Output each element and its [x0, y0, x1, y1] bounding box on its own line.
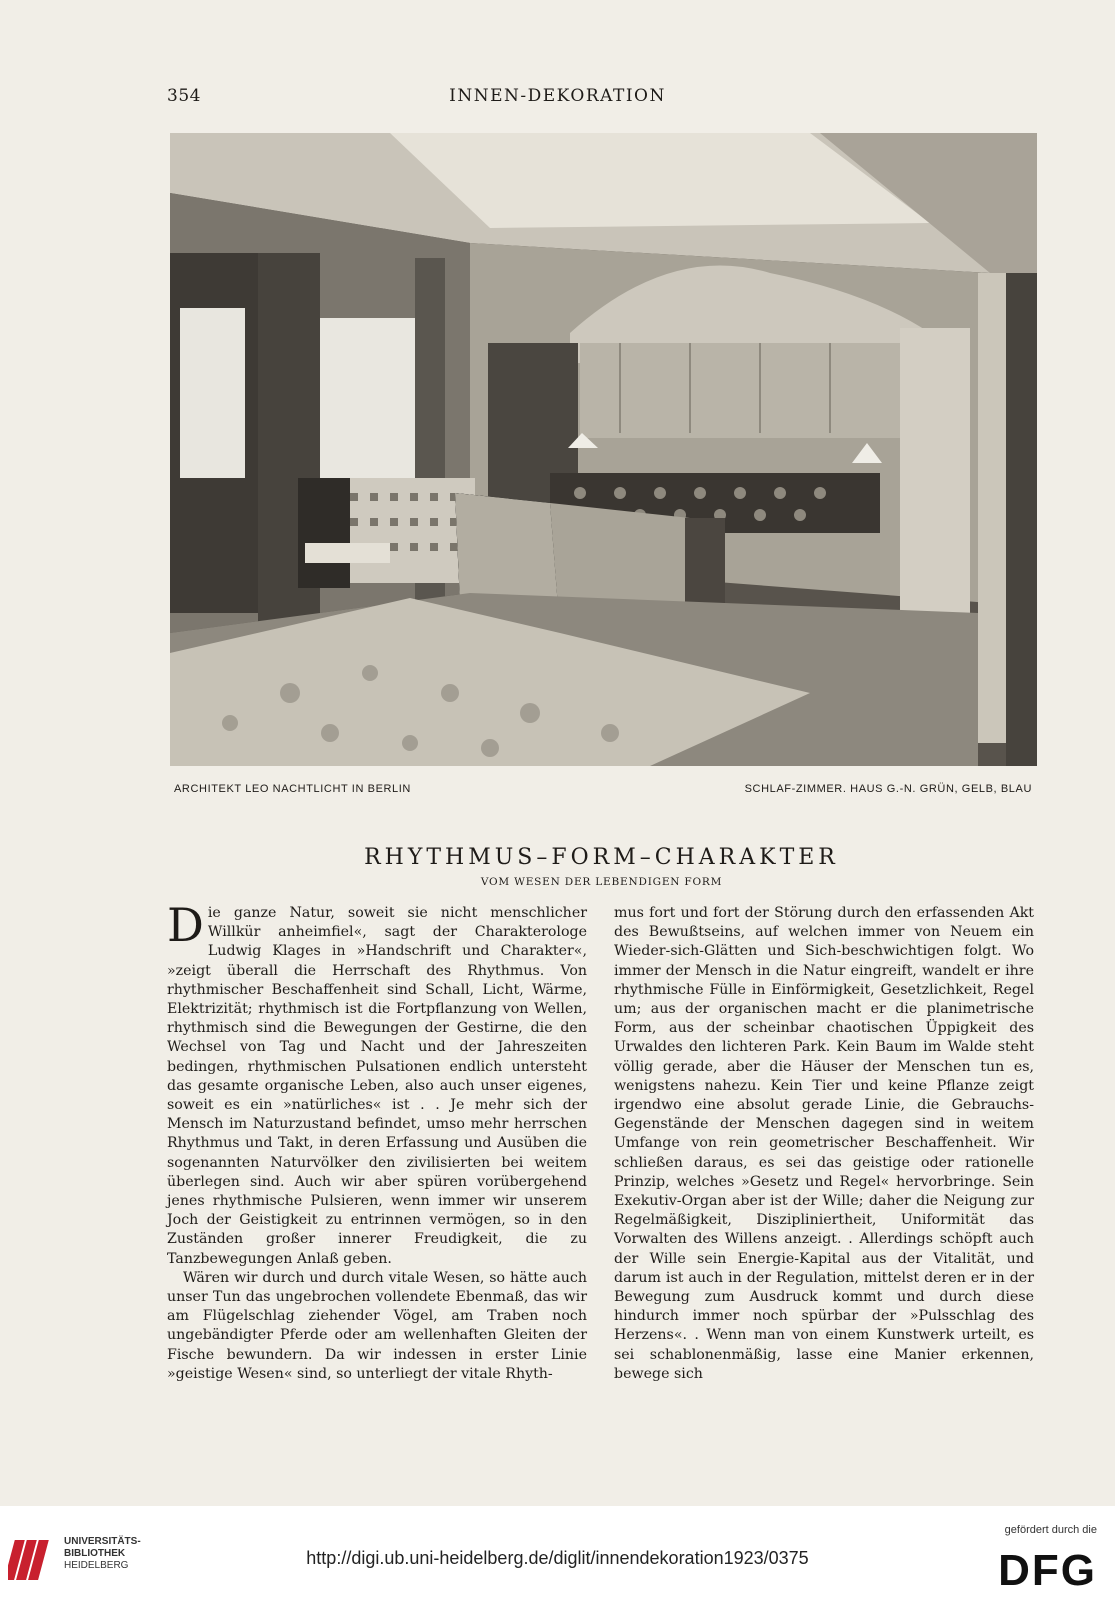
paragraph-1-text: ie ganze Natur, soweit sie nicht menschlicher Willkür anheimfiel«, sagt der Charakterologe Ludwig Klages in »Handschrift und Charakter«, »zeigt überall die Herrschaft des Rhythmus. Von rhythmischer Beschaffenheit sind Schall, Licht, Wärme, Elektrizität; rhythmisch ist die Fortpflanzung von Wellen, rhythmisch sind die Bewegungen der Gestirne, die den Wechsel von Tag und Nacht und der Jahreszeiten bedingen, rhythmischen Pulsationen endlich untersteht das gesamte organische Leben, also auch unser eigenes, soweit es ein »natürliches« ist . . Je mehr sich der Mensch im Naturzustand befindet, umso mehr herrschen Rhythmus und Takt, in deren Erfassung und Ausüben die sogenannten Naturvölker den zivilisierten bei weitem überlegen sind. Auch wir aber spüren vorübergehend jenes rhythmische Pulsieren, wenn immer wir unserem Joch der Geistigkeit zu entrinnen vermögen, so in den Zuständen großer innerer Freudigkeit, die zu Tanzbewegungen Anlaß geben.	[167, 905, 587, 1267]
paragraph-1	[167, 898, 587, 1269]
article-title: RHYTHMUS–FORM–CHARAKTER	[364, 845, 839, 870]
caption-architect: ARCHITEKT LEO NACHTLICHT IN BERLIN	[174, 783, 411, 795]
caption-room: SCHLAF-ZIMMER. HAUS G.-N. GRÜN, GELB, BLAU	[744, 783, 1032, 795]
digitization-footer	[0, 1506, 1115, 1616]
running-title: INNEN-DEKORATION	[449, 86, 666, 106]
article-subtitle: VOM WESEN DER LEBENDIGEN FORM	[480, 876, 723, 888]
text-column-left	[167, 898, 587, 1384]
source-url-link[interactable]: http://digi.ub.uni-heidelberg.de/diglit/innendekoration1923/0375	[306, 1548, 809, 1568]
library-name-line-1: UNIVERSITÄTS-	[64, 1536, 141, 1547]
paragraph-3: mus fort und fort der Störung durch den erfassenden Akt des Bewußtseins, auf welchen immer von Neuem ein Wieder-sich-Glätten und Sich-beschwichtigen folgt. Wo immer der Mensch in die Natur eingreift, wandelt er ihre rhythmische Fülle in Einförmigkeit, Gesetzlichkeit, Regel um; aus der organischen macht er die planimetrische Form, aus der scheinbar chaotischen Üppigkeit des Urwaldes den lichteren Park. Kein Baum im Walde steht völlig gerade, aber die Häuser der Menschen tun es, wenigstens nahezu. Kein Tier und keine Pflanze zeigt irgendwo eine absolut gerade Linie, die Gebrauchs-Gegenstände der Menschen dagegen sind in weitem Umfange von rein geometrischer Beschaffenheit. Wir schließen daraus, es sei das geistige oder rationelle Prinzip, welches »Gesetz und Regel« hervorbringe. Sein Exekutiv-Organ aber ist der Wille; daher die Neigung zur Regelmäßigkeit, Diszipliniertheit, Uniformität das Vorwalten des Willens anzeigt. . Allerdings schöpft auch der Wille sein Energie-Kapital aus der Vitalität, und darum ist auch in der Regulation, mittelst deren er in der Bewegung zum Ausdruck kommt und durch diese hindurch immer noch spürbar der »Pulsschlag des Herzens«. . Wenn man von einem Kunstwerk urteilt, es sei schablonenmäßig, lasse eine Manier erkennen, bewege sich	[614, 905, 1034, 1382]
text-column-right	[614, 904, 1034, 1384]
bedroom-photograph	[170, 133, 1037, 766]
drop-cap: D	[167, 898, 204, 952]
page-number: 354	[167, 86, 201, 106]
library-name-line-3: HEIDELBERG	[64, 1560, 129, 1571]
funder-label: gefördert durch die	[1004, 1524, 1097, 1536]
dfg-logo: DFG	[998, 1546, 1097, 1595]
library-name-line-2: BIBLIOTHEK	[64, 1548, 126, 1559]
paragraph-2: Wären wir durch und durch vitale Wesen, so hätte auch unser Tun das ungebrochen vollendete Ebenmaß, das wir am Flügelschlag ziehender Vögel, am Traben noch ungebändigter Pferde oder am wellenhaften Gleiten der Fische bewundern. Da wir indessen in erster Linie »geistige Wesen« sind, so unterliegt der vitale Rhyth-	[167, 1269, 587, 1382]
